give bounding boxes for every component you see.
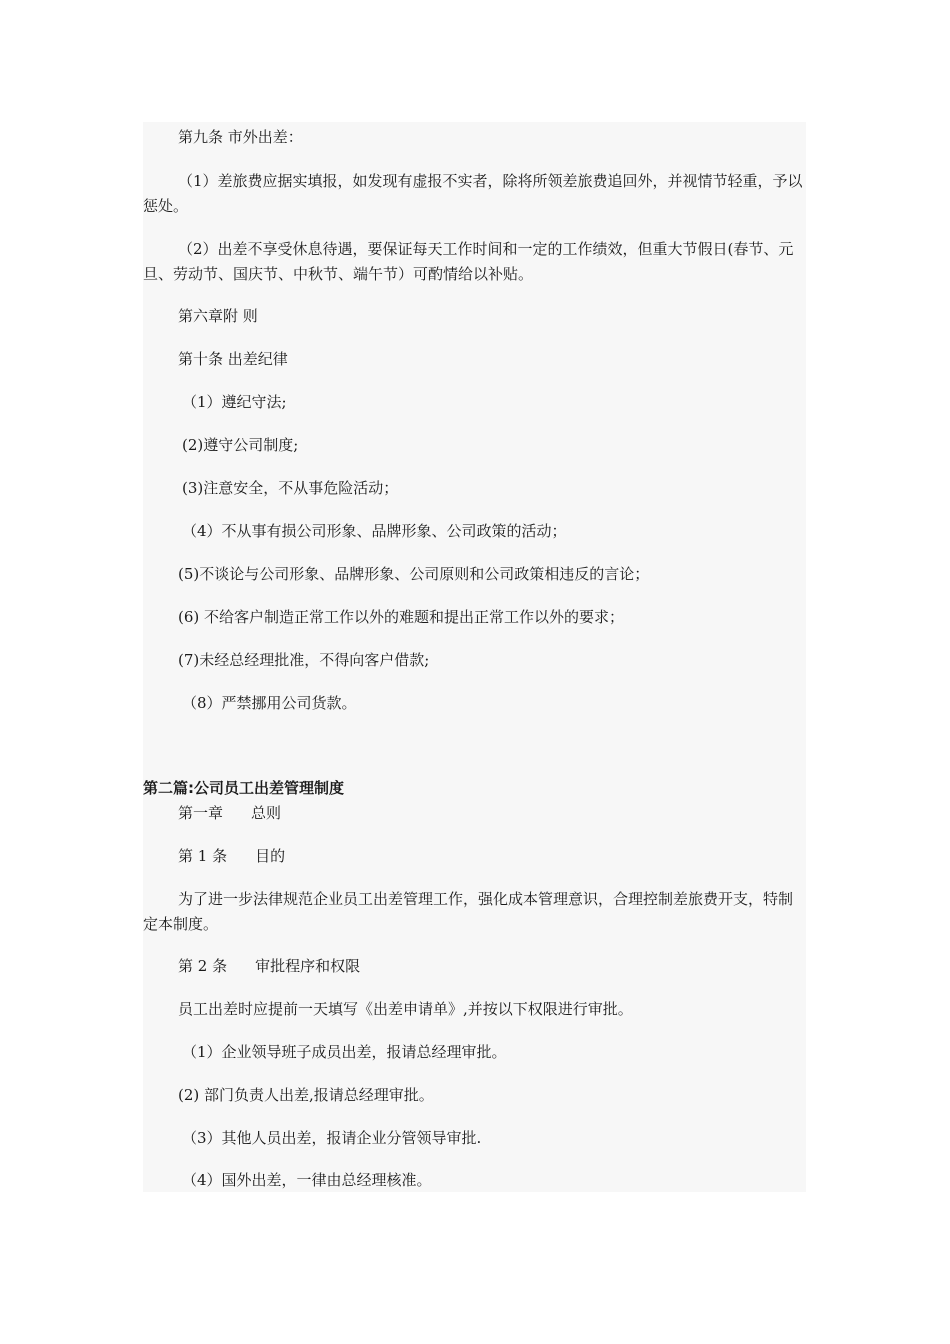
article-1-title: [143, 844, 806, 869]
article-2-label: 第 2 条: [178, 957, 228, 975]
chapter-1-name: 总则: [251, 804, 282, 822]
article-1-text: 为了进一步法律规范企业员工出差管理工作，强化成本管理意识，合理控制差旅费开支，特制定本制度。: [143, 890, 794, 933]
article-9-title: 第九条 市外出差：: [178, 128, 303, 146]
chapter-1-title: [143, 801, 806, 826]
article-2-title: [143, 954, 806, 979]
discipline-item: (3)注意安全，不从事危险活动；: [182, 479, 399, 497]
discipline-item: (7)未经总经理批准，不得向客户借款;: [178, 651, 430, 669]
discipline-item: (5)不谈论与公司形象、品牌形象、公司原则和公司政策相违反的言论；: [178, 565, 650, 583]
approval-item: （3）其他人员出差，报请企业分管领导审批.: [182, 1129, 482, 1147]
discipline-item: （8）严禁挪用公司货款。: [182, 694, 357, 712]
discipline-item: (6) 不给客户制造正常工作以外的难题和提出正常工作以外的要求；: [178, 608, 625, 626]
section-heading: 第二篇:公司员工出差管理制度: [143, 779, 344, 797]
article-10-title: 第十条 出差纪律: [178, 350, 288, 368]
article-2-intro: 员工出差时应提前一天填写《出差申请单》,并按以下权限进行审批。: [178, 1000, 633, 1018]
article-1-label: 第 1 条: [178, 847, 228, 865]
discipline-item: （1）遵纪守法;: [182, 393, 287, 411]
approval-item: （1）企业领导班子成员出差，报请总经理审批。: [182, 1043, 507, 1061]
chapter-1-label: 第一章: [178, 804, 224, 822]
article-2-name: 审批程序和权限: [255, 957, 361, 975]
discipline-item: （4）不从事有损公司形象、品牌形象、公司政策的活动；: [182, 522, 567, 540]
chapter-6-title: 第六章附 则: [178, 307, 258, 325]
article-9-clause-1: （1）差旅费应据实填报，如发现有虚报不实者，除将所领差旅费追回外，并视情节轻重，予以惩处。: [143, 172, 803, 215]
approval-item: (2) 部门负责人出差,报请总经理审批。: [178, 1086, 434, 1104]
article-1-name: 目的: [255, 847, 286, 865]
article-9-clause-2: （2）出差不享受休息待遇，要保证每天工作时间和一定的工作绩效，但重大节假日(春节、元旦、劳动节、国庆节、中秋节、端午节）可酌情给以补贴。: [143, 240, 794, 283]
approval-item: （4）国外出差，一律由总经理核准。: [182, 1171, 432, 1189]
discipline-item: (2)遵守公司制度;: [182, 436, 299, 454]
